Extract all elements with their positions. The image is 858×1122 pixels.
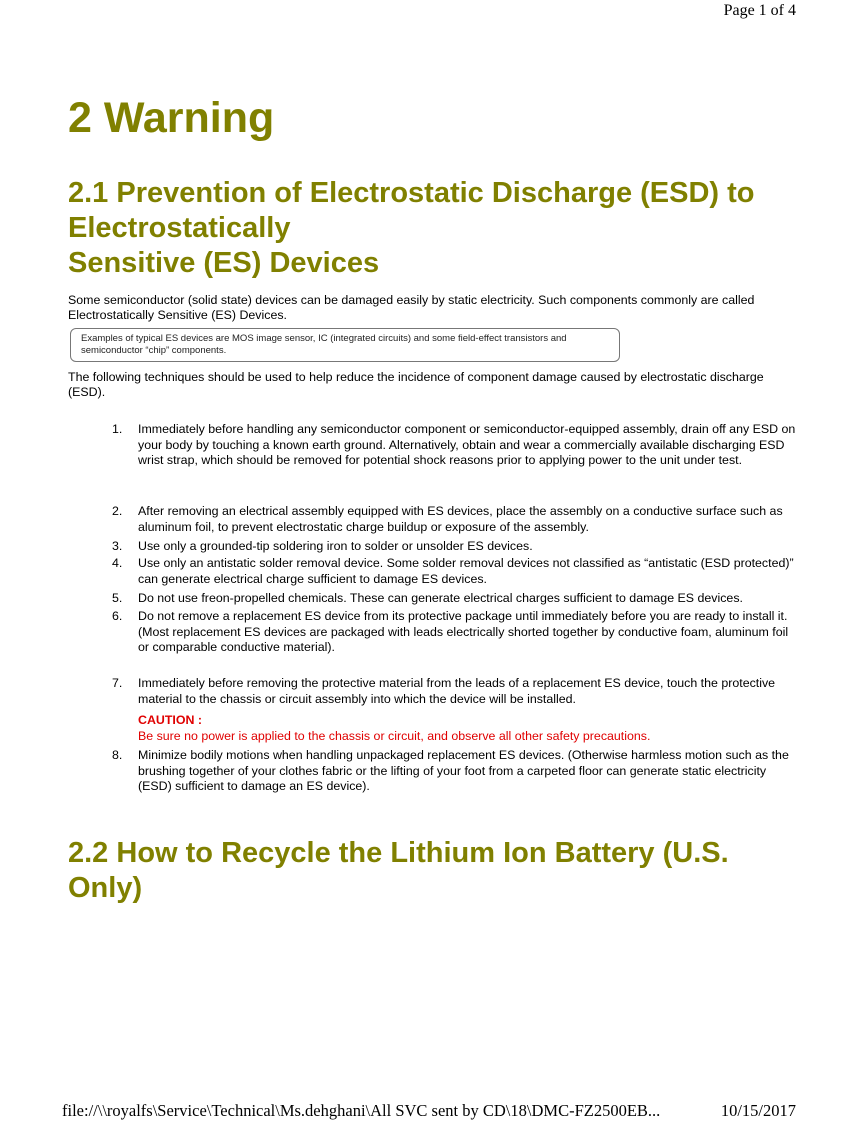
list-item-text: Do not use freon-propelled chemicals. These can generate electrical charges sufficient to damage ES devices. (138, 591, 743, 605)
heading-warning: 2 Warning (68, 94, 275, 142)
list-item-text: Use only a grounded-tip soldering iron to solder or unsolder ES devices. (138, 539, 533, 553)
es-device-examples-note: Examples of typical ES devices are MOS image sensor, IC (integrated circuits) and some field-effect transistors and semiconductor “chip” components. (70, 328, 620, 362)
section-heading-esd (68, 176, 828, 281)
caution-title: CAUTION : (138, 713, 203, 727)
section-heading-battery-line1: 2.2 How to Recycle the Lithium Ion Battery (U.S. (68, 837, 729, 869)
list-item-text: Use only an antistatic solder removal device. Some solder removal devices not classified as “antistatic (ESD protected)” can generate electrical charge sufficient to damage ES devices. (138, 556, 794, 586)
list-item (108, 422, 798, 469)
list-item-text: After removing an electrical assembly equipped with ES devices, place the assembly on a conductive surface such as aluminum foil, to prevent electrostatic charge buildup or exposure of the assembly. (138, 504, 783, 534)
list-item (108, 504, 798, 535)
caution-text: Be sure no power is applied to the chassis or circuit, and observe all other safety precautions. (138, 728, 651, 743)
list-item (108, 591, 798, 607)
list-item-text: Do not remove a replacement ES device from its protective package until immediately before you are ready to install it. (Most replacement ES devices are packaged with leads electrically shorted together by conductive foam, aluminum foil or comparable conductive material). (138, 609, 789, 654)
footer-file-path: file://\\royalfs\Service\Technical\Ms.dehghani\All SVC sent by CD\18\DMC-FZ2500EB... (62, 1101, 661, 1120)
list-item-number: 1. (112, 422, 123, 436)
list-item-text: Immediately before handling any semiconductor component or semiconductor-equipped assembly, drain off any ESD on your body by touching a known earth ground. Alternatively, obtain and wear a commercially available discharging ESD wrist strap, which should be removed for potential shock reasons prior to applying power to the unit under test. (138, 422, 796, 467)
techniques-intro-paragraph: The following techniques should be used to help reduce the incidence of component damage caused by electrostatic discharge (ESD). (68, 370, 764, 399)
section-heading-esd-line1: 2.1 Prevention of Electrostatic Discharge (ESD) to (68, 177, 755, 209)
section-heading-battery-line2: Only) (68, 872, 143, 904)
page-number: Page 1 of 4 (723, 2, 796, 19)
section-heading-esd-line2: Electrostatically (68, 212, 291, 244)
list-item (108, 539, 798, 555)
list-item (108, 609, 798, 656)
list-item-number: 3. (112, 539, 123, 553)
list-item (108, 676, 798, 744)
section-heading-esd-line3: Sensitive (ES) Devices (68, 247, 380, 279)
list-item-number: 2. (112, 504, 123, 518)
list-item-text: Minimize bodily motions when handling unpackaged replacement ES devices. (Otherwise harmless motion such as the brushing together of your clothes fabric or the lifting of your foot from a carpeted floor can generate static electricity (ESD) sufficient to damage an ES device). (138, 748, 789, 793)
list-item-number: 4. (112, 556, 123, 570)
page-footer (62, 1101, 802, 1121)
list-item-text: Immediately before removing the protective material from the leads of a replacement ES device, touch the protective material to the chassis or circuit assembly into which the device will be installed. (138, 676, 776, 706)
intro-paragraph: Some semiconductor (solid state) devices can be damaged easily by static electricity. Such components commonly are called Electrostatically Sensitive (ES) Devices. (68, 293, 755, 322)
list-item-number: 6. (112, 609, 123, 623)
list-item-number: 5. (112, 591, 123, 605)
list-item-number: 8. (112, 748, 123, 762)
section-heading-battery-recycle (68, 836, 828, 906)
list-item-number: 7. (112, 676, 123, 690)
list-item (108, 748, 798, 795)
list-item (108, 556, 798, 587)
footer-date: 10/15/2017 (720, 1101, 796, 1120)
